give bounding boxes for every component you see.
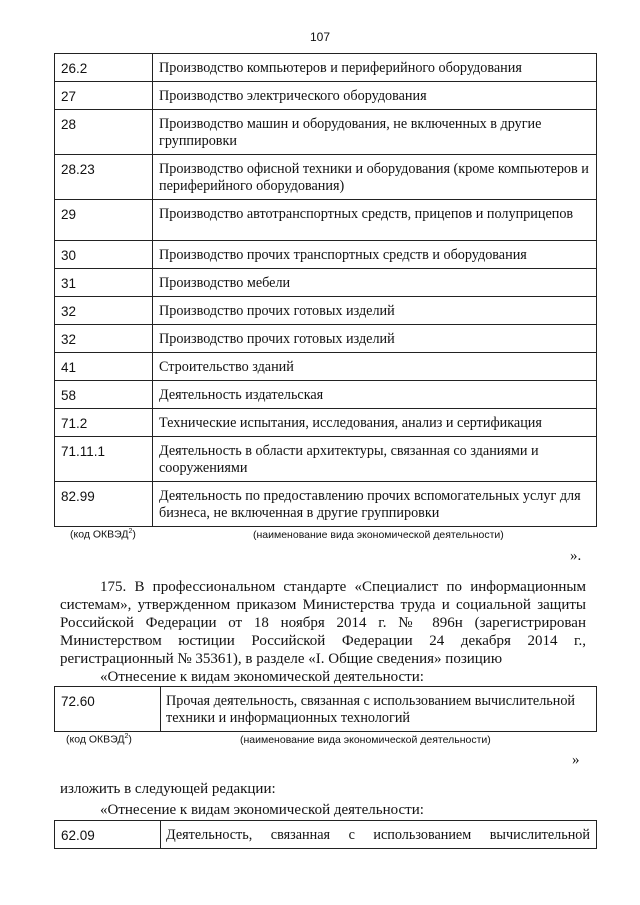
- table2-end-quote: »: [572, 752, 580, 768]
- activity-name: Производство офисной техники и оборудования (кроме компьютеров и периферийного оборудования): [153, 155, 597, 200]
- activity-name: Строительство зданий: [153, 353, 597, 381]
- table-row: [55, 325, 597, 353]
- activity-name: Деятельность по предоставлению прочих вспомогательных услуг для бизнеса, не включенная в другие группировки: [153, 482, 597, 527]
- table-row: [55, 82, 597, 110]
- okved-code: 32: [55, 325, 153, 353]
- okved-code: 28.23: [55, 155, 153, 200]
- table1-caption-code: (код ОКВЭД$^2$): [70, 528, 136, 541]
- table1-end-quote: ».: [570, 548, 582, 564]
- okved-code: 62.09: [55, 821, 161, 849]
- okved-code: 82.99: [55, 482, 153, 527]
- activity-name: Деятельность в области архитектуры, связанная со зданиями и сооружениями: [153, 437, 597, 482]
- table-row: [55, 155, 597, 200]
- okved-table-current: [54, 53, 597, 527]
- activity-name: Деятельность, связанная с использованием вычислительной: [161, 821, 597, 849]
- table-row: [55, 482, 597, 527]
- paragraph-175-heading: «Отнесение к видам экономической деятельности:: [100, 669, 424, 685]
- table-row: [55, 200, 597, 241]
- table-row: [55, 269, 597, 297]
- table2-caption-name: (наименование вида экономической деятельности): [240, 734, 491, 746]
- table-row: [55, 687, 597, 732]
- table-row: [55, 437, 597, 482]
- activity-name: Производство прочих транспортных средств и оборудования: [153, 241, 597, 269]
- paragraph-175: 175. В профессиональном стандарте «Специалист по информационным системам», утвержденном приказом Министерства труда и социальной защиты Российской Федерации от 18 ноября 2014 г. № 896н (зарегистрирован Министерством юстиции Российской Федерации 24 декабря 2014 г., регистрационный № 35361), в разделе «I. Общие сведения» позицию: [60, 579, 586, 667]
- table-row: [55, 353, 597, 381]
- okved-code: 32: [55, 297, 153, 325]
- okved-code: 27: [55, 82, 153, 110]
- activity-name: Производство прочих готовых изделий: [153, 297, 597, 325]
- activity-name: Производство электрического оборудования: [153, 82, 597, 110]
- okved-code: 72.60: [55, 687, 161, 732]
- table1-caption-name: (наименование вида экономической деятельности): [253, 529, 504, 541]
- activity-name: Производство машин и оборудования, не включенных в другие группировки: [153, 110, 597, 155]
- okved-table-old: [54, 686, 597, 732]
- okved-code: 41: [55, 353, 153, 381]
- okved-code: 30: [55, 241, 153, 269]
- activity-name: Производство компьютеров и периферийного оборудования: [153, 54, 597, 82]
- okved-code: 28: [55, 110, 153, 155]
- okved-code: 31: [55, 269, 153, 297]
- table2-caption-code: (код ОКВЭД$^2$): [66, 733, 132, 746]
- okved-code: 71.11.1: [55, 437, 153, 482]
- activity-name: Производство автотранспортных средств, прицепов и полуприцепов: [153, 200, 597, 241]
- activity-name: Производство мебели: [153, 269, 597, 297]
- okved-code: 29: [55, 200, 153, 241]
- activity-name: Деятельность издательская: [153, 381, 597, 409]
- okved-code: 58: [55, 381, 153, 409]
- okved-code: 26.2: [55, 54, 153, 82]
- okved-table-new: [54, 820, 597, 849]
- table-row: [55, 110, 597, 155]
- table-row: [55, 241, 597, 269]
- table-row: [55, 297, 597, 325]
- replace-lead: изложить в следующей редакции:: [60, 781, 276, 797]
- activity-name: Производство прочих готовых изделий: [153, 325, 597, 353]
- table-row: [55, 54, 597, 82]
- table-row: [55, 409, 597, 437]
- replace-heading: «Отнесение к видам экономической деятельности:: [100, 802, 424, 818]
- activity-name: Прочая деятельность, связанная с использованием вычислительной техники и информационных технологий: [161, 687, 597, 732]
- activity-name: Технические испытания, исследования, анализ и сертификация: [153, 409, 597, 437]
- table-row: [55, 821, 597, 849]
- okved-code: 71.2: [55, 409, 153, 437]
- table-row: [55, 381, 597, 409]
- page-number: 107: [309, 30, 331, 44]
